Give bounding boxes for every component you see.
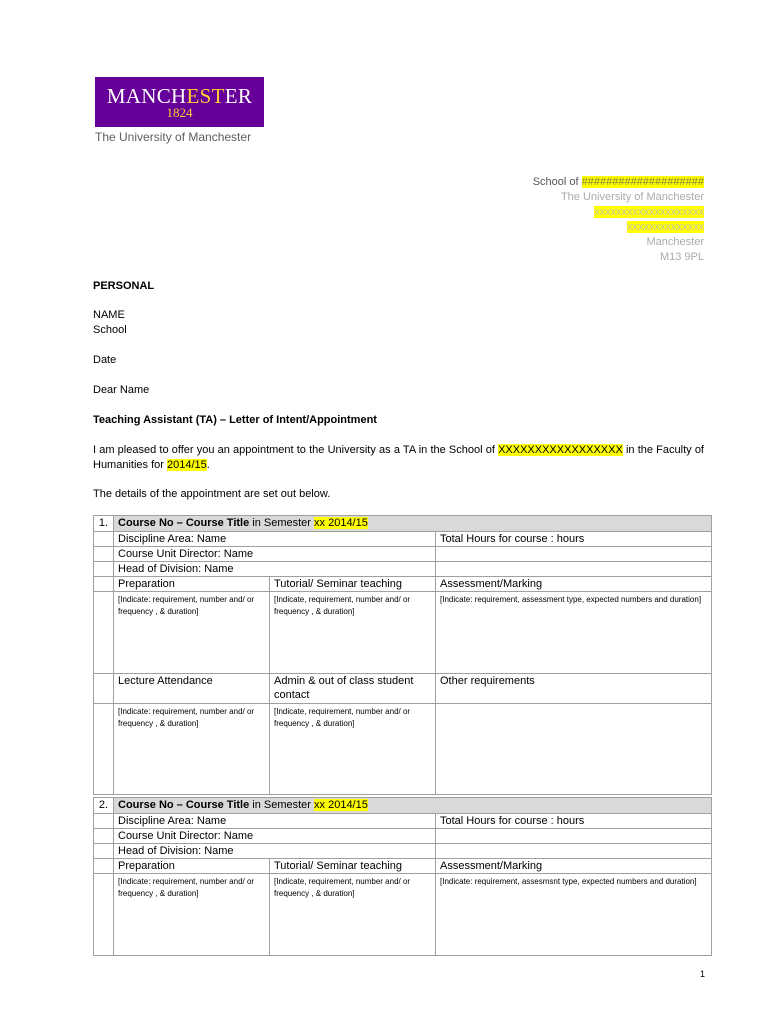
course-table-2 [93, 797, 712, 956]
course-unit-director: Course Unit Director: Name [114, 547, 436, 562]
note-assessment: [Indicate: requirement, assesmsnt type, expected numbers and duration] [436, 874, 712, 956]
col-tutorial: Tutorial/ Seminar teaching [270, 577, 436, 592]
col-assessment: Assessment/Marking [436, 859, 712, 874]
letter-subject: Teaching Assistant (TA) – Letter of Intent/Appointment [93, 414, 377, 426]
course-title: Course No – Course Title in Semester xx 2014/15 [114, 798, 712, 814]
course-table-1 [93, 515, 712, 795]
address-line-2: The University of Manchester [560, 191, 704, 203]
personal-label: PERSONAL [93, 280, 155, 292]
logo-year: 1824 [166, 105, 193, 120]
address-school: School of #################### [532, 176, 704, 188]
col-preparation: Preparation [114, 859, 270, 874]
address-postcode: M13 9PL [659, 251, 704, 263]
note-tutorial: [Indicate, requirement, number and/ or frequency , & duration] [270, 874, 436, 956]
letter-date: Date [93, 354, 117, 366]
intro-paragraph: I am pleased to offer you an appointment to the University as a TA in the School of XXXXXXXXXXXXXXXXX in the Faculty of Humanities for 2014/15. [93, 444, 704, 471]
discipline-area: Discipline Area: Name [114, 814, 436, 829]
course-title: Course No – Course Title in Semester xx 2014/15 [114, 516, 712, 532]
logo-wordmark: MANCHESTER [106, 84, 253, 108]
course-number: 1. [94, 516, 114, 532]
address-city: Manchester [646, 236, 704, 248]
page-number: 1 [699, 969, 705, 979]
recipient-name: NAME [93, 309, 125, 321]
address-line-3: xxxxxxxxxxxxxxxxxxxx [594, 206, 704, 218]
logo-subtitle: The University of Manchester [95, 130, 252, 144]
greeting: Dear Name [93, 384, 150, 396]
address-line-4: xxxxxxxxxxxxxx [627, 221, 704, 233]
col-assessment: Assessment/Marking [436, 577, 712, 592]
col-admin: Admin & out of class student contact [270, 674, 436, 704]
note-admin: [Indicate, requirement, number and/ or frequency , & duration] [270, 704, 436, 795]
note-tutorial: [Indicate, requirement, number and/ or frequency , & duration] [270, 592, 436, 674]
col-other: Other requirements [436, 674, 712, 704]
total-hours: Total Hours for course : hours [436, 814, 712, 829]
recipient-school: School [93, 324, 127, 336]
course-number: 2. [94, 798, 114, 814]
note-preparation: [Indicate: requirement, number and/ or frequency , & duration] [114, 592, 270, 674]
col-lecture-attendance: Lecture Attendance [114, 674, 270, 704]
head-of-division: Head of Division: Name [114, 844, 436, 859]
course-unit-director: Course Unit Director: Name [114, 829, 436, 844]
details-intro: The details of the appointment are set out below. [93, 488, 331, 500]
note-preparation: [Indicate: requirement, number and/ or frequency , & duration] [114, 874, 270, 956]
note-assessment: [Indicate: requirement, assessment type, expected numbers and duration] [436, 592, 712, 674]
col-tutorial: Tutorial/ Seminar teaching [270, 859, 436, 874]
note-lecture: [Indicate: requirement, number and/ or frequency , & duration] [114, 704, 270, 795]
total-hours: Total Hours for course : hours [436, 532, 712, 547]
head-of-division: Head of Division: Name [114, 562, 436, 577]
col-preparation: Preparation [114, 577, 270, 592]
university-logo [95, 77, 264, 127]
discipline-area: Discipline Area: Name [114, 532, 436, 547]
